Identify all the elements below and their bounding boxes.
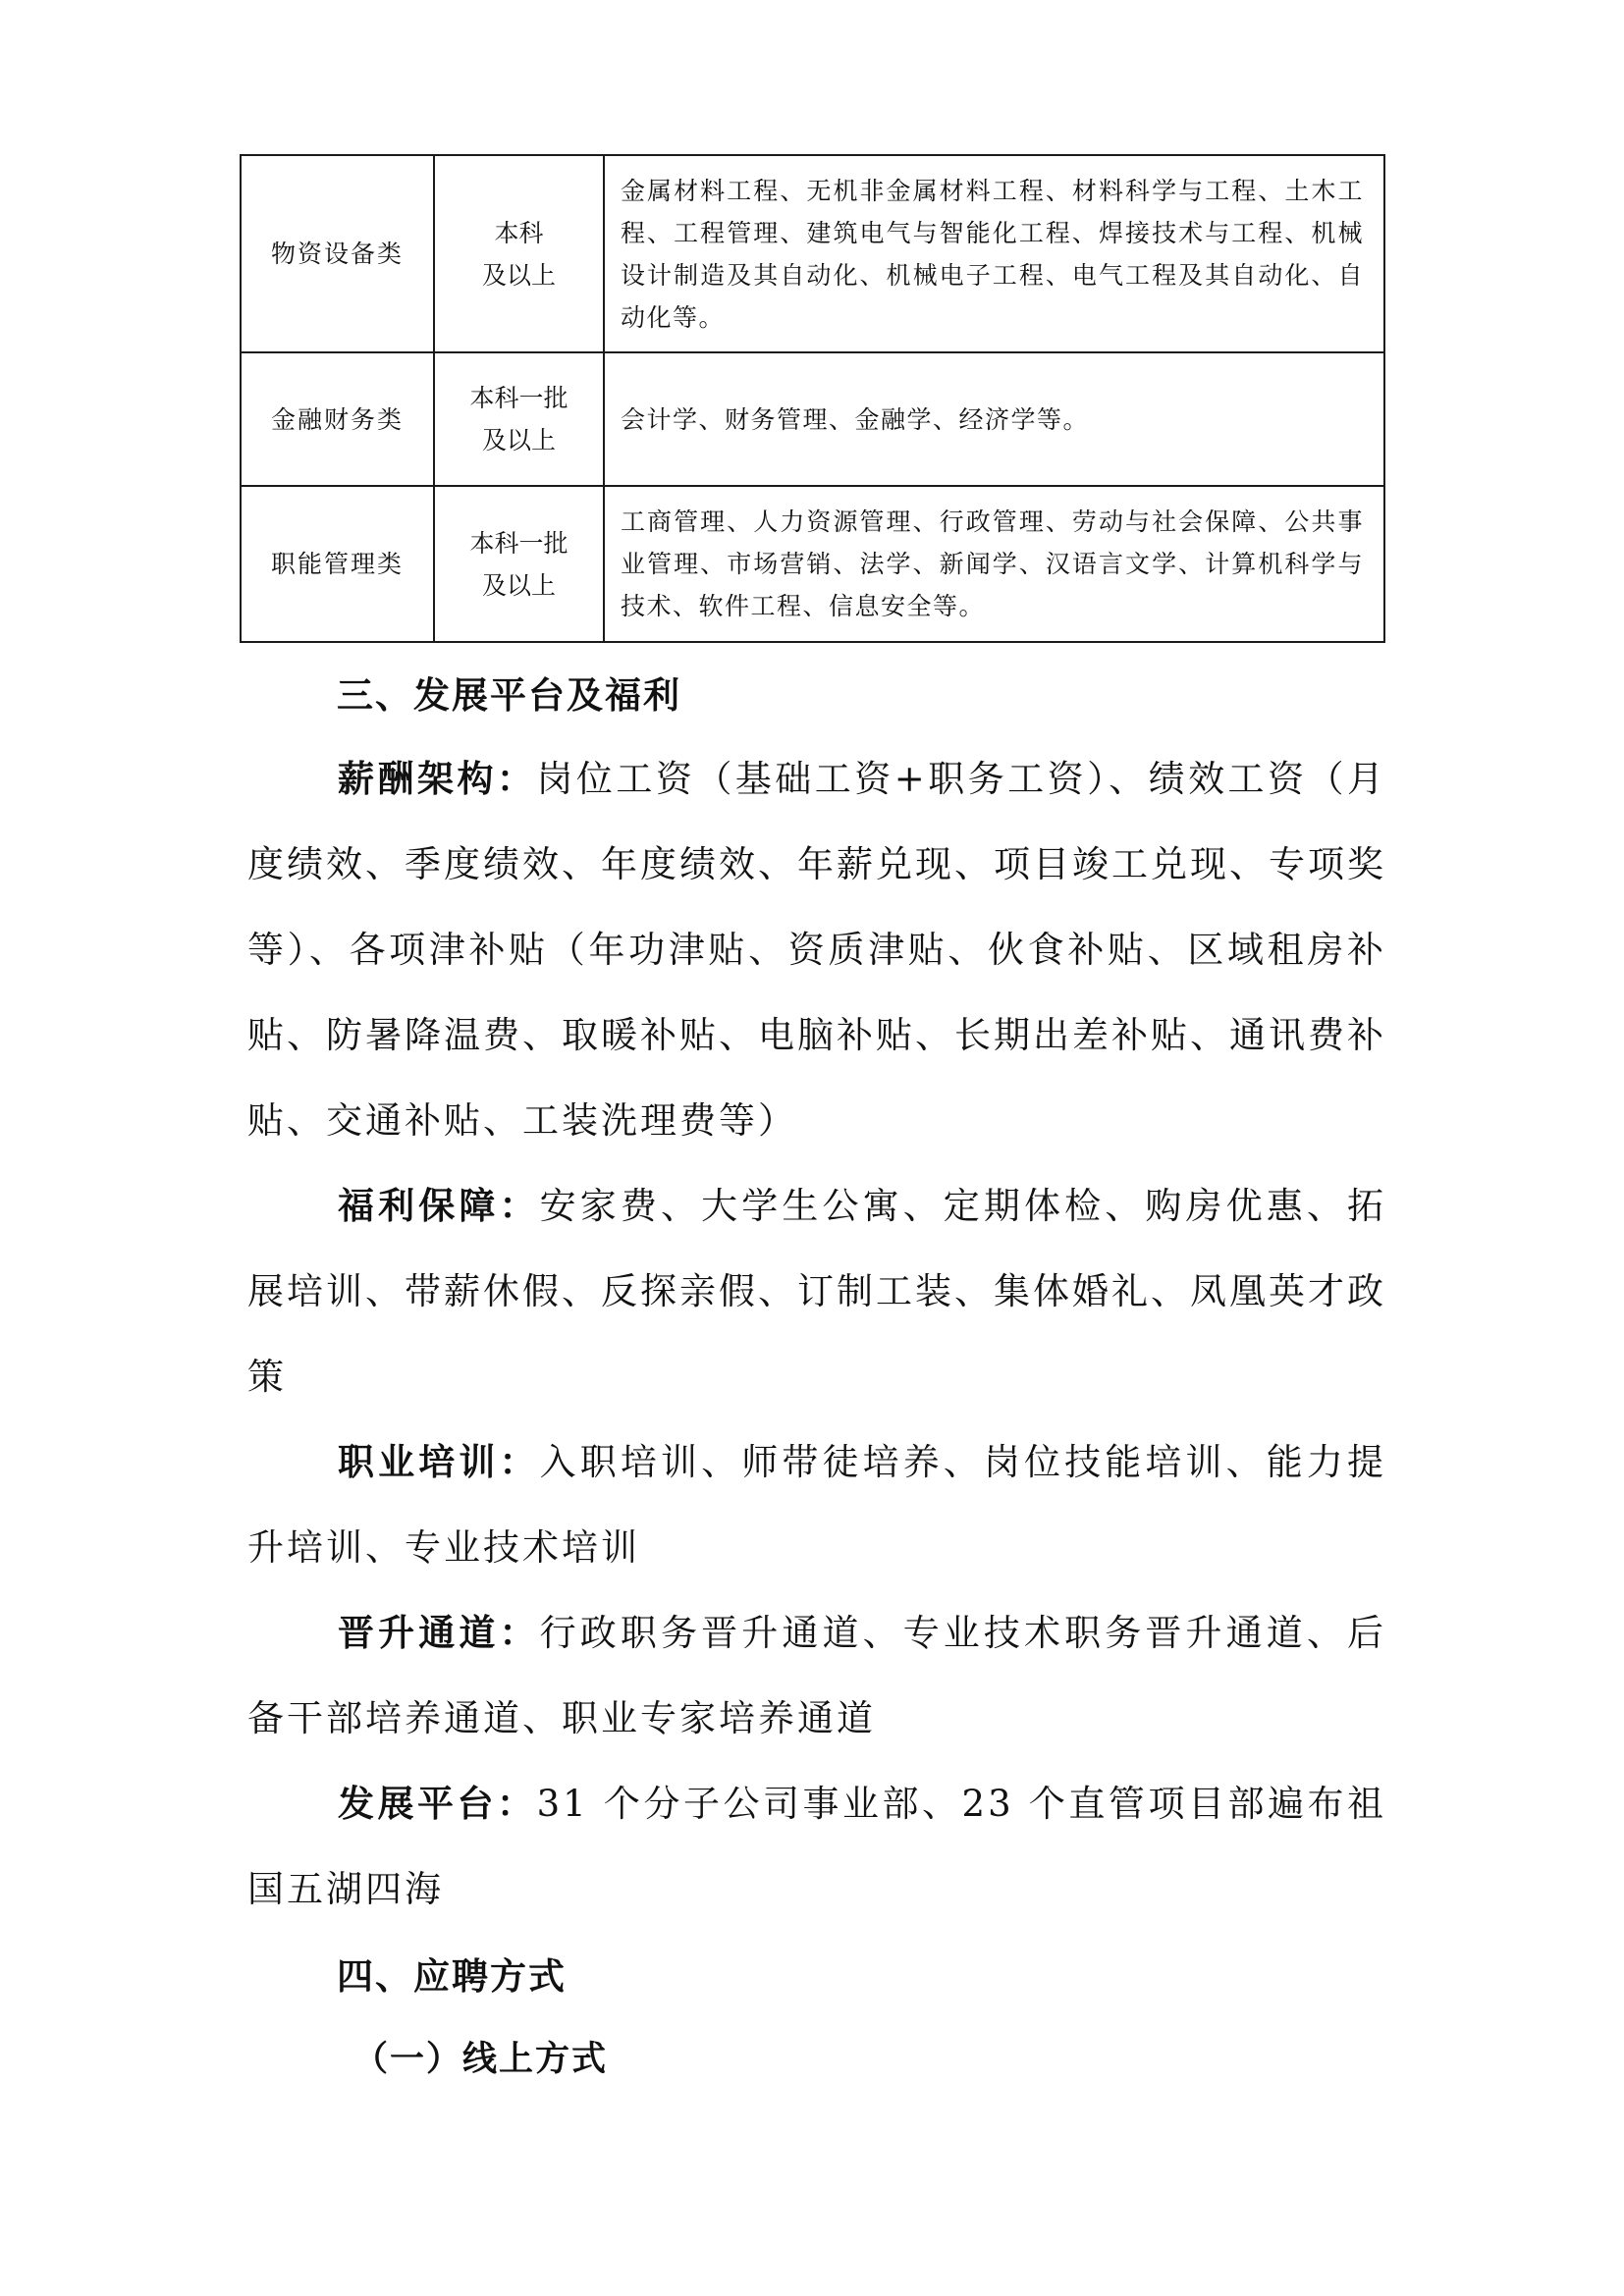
education-cell <box>434 352 604 486</box>
section-heading-development: 三、发展平台及福利 <box>337 674 681 717</box>
education-line: 及以上 <box>481 426 556 454</box>
majors-table <box>240 154 1385 643</box>
education-line: 本科 <box>494 218 544 247</box>
paragraph-label: 福利保障： <box>338 1185 540 1227</box>
majors-cell: 会计学、财务管理、金融学、经济学等。 <box>604 352 1384 486</box>
subsection-heading-online: （一）线上方式 <box>353 2040 609 2079</box>
category-cell: 金融财务类 <box>241 352 434 486</box>
table-row <box>241 352 1384 486</box>
paragraph-salary <box>247 736 1386 1163</box>
paragraph-text: 入职培训、师带徒培养、岗位技能培训、能力提升培训、专业技术培训 <box>247 1441 1387 1569</box>
paragraph-label: 职业培训： <box>338 1441 540 1483</box>
paragraph-text: 岗位工资（基础工资+职务工资）、绩效工资（月度绩效、季度绩效、年度绩效、年薪兑现、项目竣工兑现、专项奖等）、各项津补贴（年功津贴、资质津贴、伙食补贴、区域租房补贴、防暑降温费、取暖补贴、电脑补贴、长期出差补贴、通讯费补贴、交通补贴、工装洗理费等） <box>247 758 1386 1142</box>
majors-cell: 工商管理、人力资源管理、行政管理、劳动与社会保障、公共事业管理、市场营销、法学、新闻学、汉语言文学、计算机科学与技术、软件工程、信息安全等。 <box>604 486 1384 642</box>
paragraph-label: 晋升通道： <box>338 1612 540 1654</box>
paragraph-text: 安家费、大学生公寓、定期体检、购房优惠、拓展培训、带薪休假、反探亲假、订制工装、集体婚礼、凤凰英才政策 <box>247 1185 1387 1398</box>
paragraph-platform <box>247 1761 1386 1932</box>
education-cell <box>434 486 604 642</box>
education-cell <box>434 155 604 352</box>
category-cell: 职能管理类 <box>241 486 434 642</box>
paragraph-text: 行政职务晋升通道、专业技术职务晋升通道、后备干部培养通道、职业专家培养通道 <box>247 1612 1387 1739</box>
table-row <box>241 486 1384 642</box>
category-cell: 物资设备类 <box>241 155 434 352</box>
paragraph-label: 薪酬架构： <box>338 758 537 800</box>
table-row <box>241 155 1384 352</box>
majors-cell: 金属材料工程、无机非金属材料工程、材料科学与工程、土木工程、工程管理、建筑电气与智能化工程、焊接技术与工程、机械设计制造及其自动化、机械电子工程、电气工程及其自动化、自动化等。 <box>604 155 1384 352</box>
section-heading-application: 四、应聘方式 <box>337 1955 567 1998</box>
paragraph-benefits <box>247 1163 1386 1419</box>
education-line: 及以上 <box>481 570 556 600</box>
paragraph-promotion <box>247 1590 1386 1761</box>
education-line: 及以上 <box>481 260 556 290</box>
paragraph-text: 31 个分子公司事业部、23 个直管项目部遍布祖国五湖四海 <box>247 1783 1387 1910</box>
paragraph-training <box>247 1419 1386 1590</box>
education-line: 本科一批 <box>469 384 568 412</box>
paragraph-label: 发展平台： <box>338 1783 537 1825</box>
education-line: 本科一批 <box>469 528 568 558</box>
